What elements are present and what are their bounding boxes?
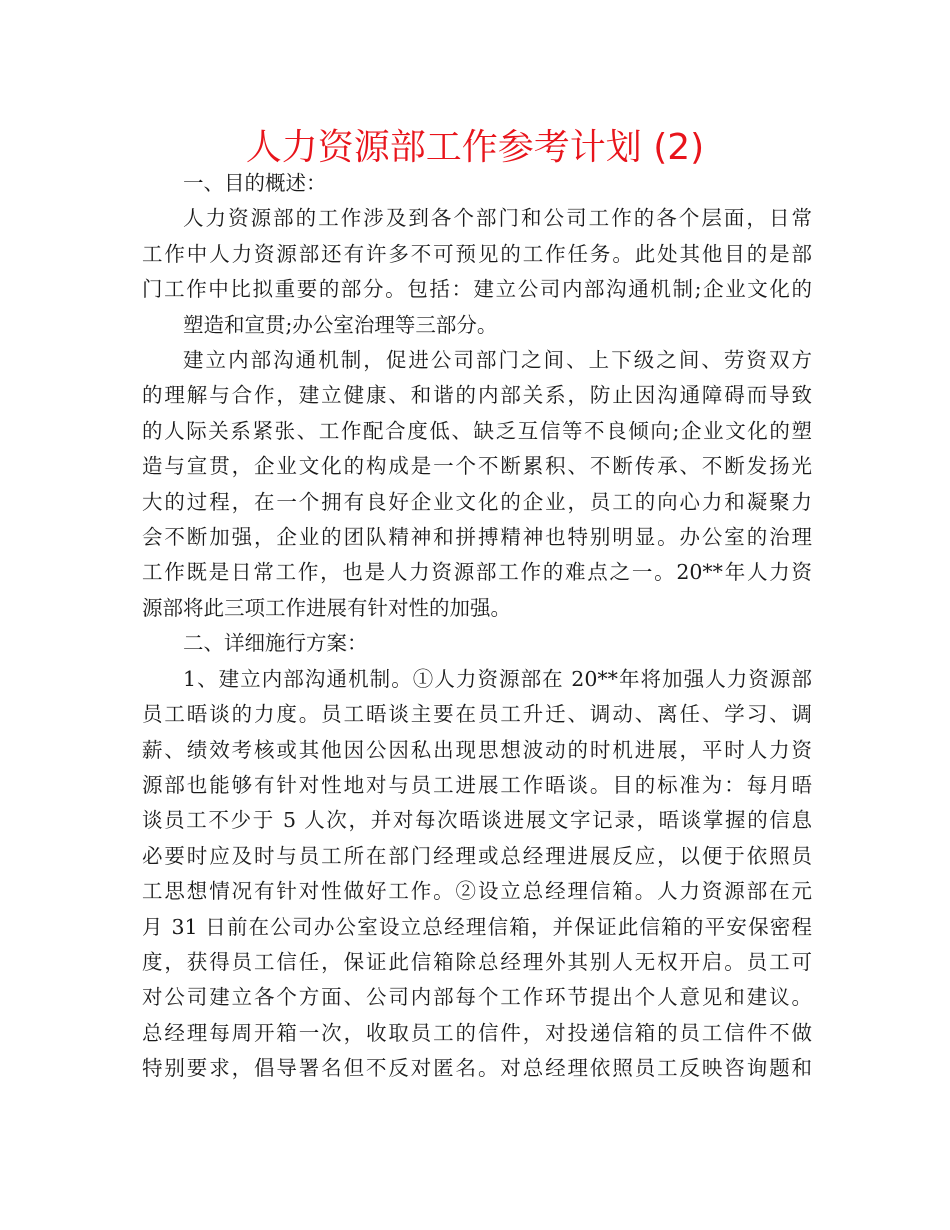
body-text-line: 总经理每周开箱一次，收取员工的信件，对投递信箱的员工信件不做	[142, 1020, 812, 1045]
body-text-line: 员工晤谈的力度。员工晤谈主要在员工升迁、调动、离任、学习、调	[142, 702, 812, 727]
body-text-line: 必要时应及时与员工所在部门经理或总经理进展反应，以便于依照员	[142, 843, 812, 868]
document-title: 人力资源部工作参考计划 (2)	[245, 127, 705, 168]
body-text-line: 月 31 日前在公司办公室设立总经理信箱，并保证此信箱的平安保密程	[142, 914, 812, 939]
body-text-line: 大的过程，在一个拥有良好企业文化的企业，员工的向心力和凝聚力	[142, 489, 812, 514]
body-text-line: 建立内部沟通机制，促进公司部门之间、上下级之间、劳资双方	[183, 348, 812, 373]
body-text-line: 工作既是日常工作，也是人力资源部工作的难点之一。20**年人力资	[142, 560, 812, 585]
body-text-line: 源部也能够有针对性地对与员工进展工作晤谈。目的标准为：每月晤	[142, 772, 812, 797]
body-text-line: 源部将此三项工作进展有针对性的加强。	[142, 595, 511, 620]
body-text-line: 特别要求，倡导署名但不反对匿名。对总经理依照员工反映咨询题和	[142, 1056, 812, 1081]
body-text-line: 薪、绩效考核或其他因公因私出现思想波动的时机进展，平时人力资	[142, 737, 812, 762]
body-text-line: 人力资源部的工作涉及到各个部门和公司工作的各个层面，日常	[183, 206, 812, 231]
body-text-line: 工作中人力资源部还有许多不可预见的工作任务。此处其他目的是部	[142, 241, 812, 266]
body-text-line: 谈员工不少于 5 人次，并对每次晤谈进展文字记录，晤谈掌握的信息	[142, 808, 812, 833]
body-text-line: 会不断加强，企业的团队精神和拼搏精神也特别明显。办公室的治理	[142, 525, 812, 550]
body-text-line: 对公司建立各个方面、公司内部每个工作环节提出个人意见和建议。	[142, 985, 812, 1010]
body-text-line: 的理解与合作，建立健康、和谐的内部关系，防止因沟通障碍而导致	[142, 383, 812, 408]
body-text-line: 门工作中比拟重要的部分。包括：建立公司内部沟通机制;企业文化的	[142, 277, 812, 302]
body-text-line: 二、详细施行方案：	[183, 631, 368, 656]
body-text-line: 1、建立内部沟通机制。①人力资源部在 20**年将加强人力资源部	[183, 666, 812, 691]
document-body	[142, 166, 812, 1087]
body-text-line: 度，获得员工信任，保证此信箱除总经理外其别人无权开启。员工可	[142, 949, 812, 974]
body-text-line: 的人际关系紧张、工作配合度低、缺乏互信等不良倾向;企业文化的塑	[142, 418, 812, 443]
body-text-line: 塑造和宣贯;办公室治理等三部分。	[183, 312, 498, 337]
body-text-line: 造与宣贯，企业文化的构成是一个不断累积、不断传承、不断发扬光	[142, 454, 812, 479]
body-text-line: 一、目的概述：	[183, 171, 327, 195]
body-text-line: 工思想情况有针对性做好工作。②设立总经理信箱。人力资源部在元	[142, 879, 812, 904]
